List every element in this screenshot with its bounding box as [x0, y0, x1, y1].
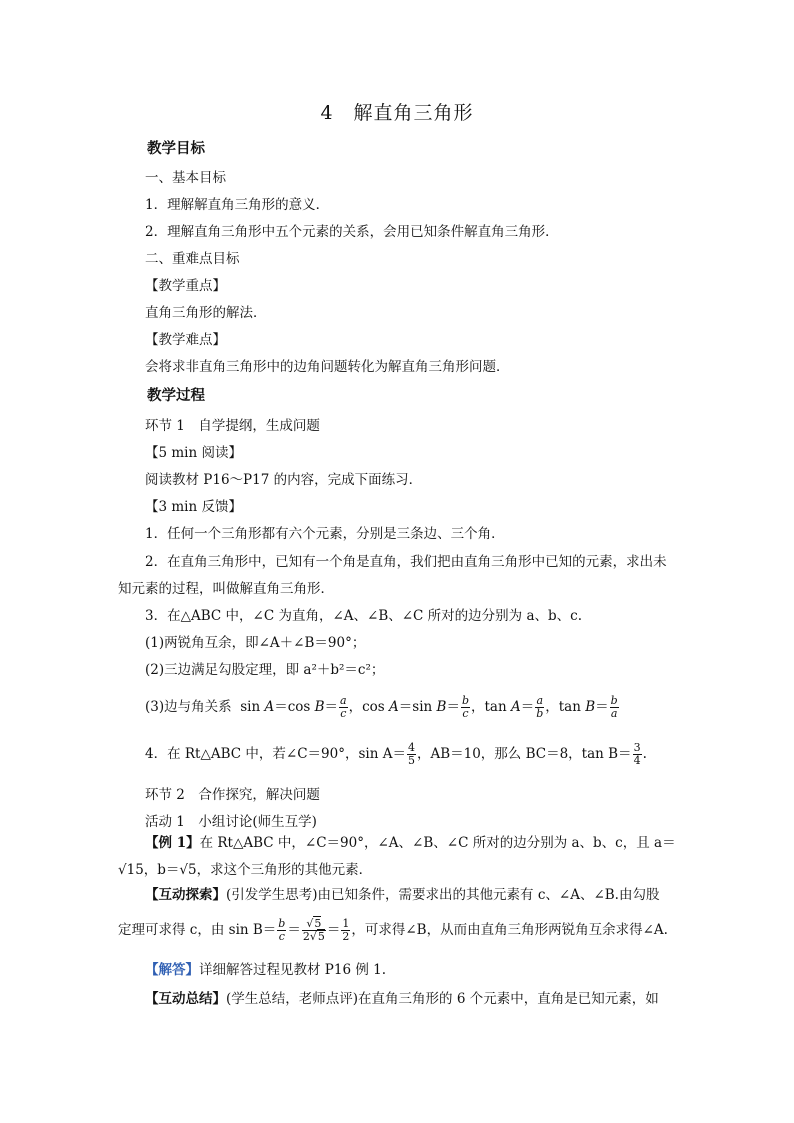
difficult-label: 【教学难点】 — [145, 332, 226, 348]
summary-line — [145, 989, 685, 1009]
example-label: 【例 1】 — [145, 835, 200, 851]
explore-text-2-prefix: 定理可求得 c，由 sin B＝ — [118, 922, 277, 938]
read-text: 阅读教材 P16～P17 的内容，完成下面练习． — [145, 472, 423, 488]
goals-heading: 教学目标 — [147, 140, 205, 157]
key-point-label: 【教学重点】 — [145, 278, 226, 294]
goal-1: 1．理解解直角三角形的意义． — [145, 197, 330, 213]
fraction-sqrt5: $\frac{√5}{2√5}$ — [302, 917, 325, 943]
answer-line — [145, 960, 685, 980]
step-1: 环节 1 自学提纲，生成问题 — [145, 418, 320, 434]
feedback-1: 1．任何一个三角形都有六个元素，分别是三条边、三个角． — [145, 526, 505, 542]
read-label: 【5 min 阅读】 — [145, 445, 242, 461]
answer-text: 详细解答过程见教材 P16 例 1. — [199, 962, 387, 978]
feedback-2: 2．在直角三角形中，已知有一个角是直角，我们把由直角三角形中已知的元素，求出未知元素的过程，叫做解直角三角形． — [118, 554, 667, 597]
explore-line-2: 定理可求得 c，由 sin B＝ $\frac{b}{c}$ ＝ $\frac{√5}{2√5}$ ＝ $\frac{1}{2}$ ，可求得∠B，从而由直角三角形两锐角互余求得∠A. — [118, 917, 668, 943]
example-text: 在 Rt△ABC 中，∠C＝90°，∠A、∠B、∠C 所对的边分别为 a、b、c，且 a＝√15，b＝√5，求这个三角形的其他元素． — [118, 835, 676, 878]
example-1 — [118, 830, 680, 884]
fraction-b-a: $\frac{b}{a}$ — [610, 694, 618, 720]
feedback-4-prefix: 4．在 Rt△ABC 中，若∠C＝90°，sin A＝ — [145, 746, 406, 762]
difficult-text: 会将求非直角三角形中的边角问题转化为解直角三角形问题． — [145, 359, 510, 375]
key-goal: 二、重难点目标 — [145, 251, 240, 267]
feedback-3-3-prefix: (3)边与角关系 — [145, 699, 232, 715]
fraction-1-2: $\frac{1}{2}$ — [342, 917, 350, 943]
key-point: 直角三角形的解法． — [145, 305, 267, 321]
feedback-3-3: (3)边与角关系 sin A＝cos B＝ $\frac{a}{c}$ ，cos A＝sin B＝ $\frac{b}{c}$ ，tan A＝ $\frac{a}{b}$ ，tan B＝ $\frac{b}{a}$ — [145, 694, 618, 720]
step-2: 环节 2 合作探究，解决问题 — [145, 787, 320, 803]
process-heading: 教学过程 — [147, 387, 205, 404]
sin-a-formula: sin A＝cos B＝ — [235, 699, 339, 715]
explore-text-2-suffix: ，可求得∠B，从而由直角三角形两锐角互余求得∠A. — [351, 922, 668, 938]
fraction-3-4: $\frac{3}{4}$ — [633, 741, 641, 767]
fraction-a-c: $\frac{a}{c}$ — [340, 694, 347, 720]
explore-line-1 — [145, 885, 685, 905]
fraction-4-5: $\frac{4}{5}$ — [407, 741, 415, 767]
summary-label: 【互动总结】 — [145, 991, 226, 1007]
explore-text-1: (引发学生思考)由已知条件，需要求出的其他元素有 c、∠A、∠B.由勾股 — [226, 887, 660, 903]
activity-1: 活动 1 小组讨论(师生互学) — [145, 814, 317, 830]
answer-label: 【解答】 — [145, 962, 199, 978]
feedback-4-mid: ，AB＝10，那么 BC＝8，tan B＝ — [416, 746, 632, 762]
fraction-a-b: $\frac{a}{b}$ — [536, 694, 544, 720]
explore-label: 【互动探索】 — [145, 887, 226, 903]
feedback-3-1: (1)两锐角互余，即∠A＋∠B＝90°； — [145, 635, 366, 651]
fraction-b-c-2: $\frac{b}{c}$ — [278, 917, 286, 943]
page-title: 4 解直角三角形 — [320, 102, 474, 124]
feedback-4: 4．在 Rt△ABC 中，若∠C＝90°，sin A＝ $\frac{4}{5}$ ，AB＝10，那么 BC＝8，tan B＝ $\frac{3}{4}$ . — [145, 741, 647, 767]
goal-2: 2．理解直角三角形中五个元素的关系，会用已知条件解直角三角形． — [145, 224, 559, 240]
basic-goal: 一、基本目标 — [145, 170, 226, 186]
summary-text: (学生总结，老师点评)在直角三角形的 6 个元素中，直角是已知元素，如 — [226, 991, 659, 1007]
feedback-3-2: (2)三边满足勾股定理，即 a²＋b²＝c²； — [145, 662, 385, 678]
fraction-b-c: $\frac{b}{c}$ — [461, 694, 469, 720]
feedback-label: 【3 min 反馈】 — [145, 499, 242, 515]
feedback-3: 3．在△ABC 中，∠C 为直角，∠A、∠B、∠C 所对的边分别为 a、b、c. — [145, 608, 583, 624]
